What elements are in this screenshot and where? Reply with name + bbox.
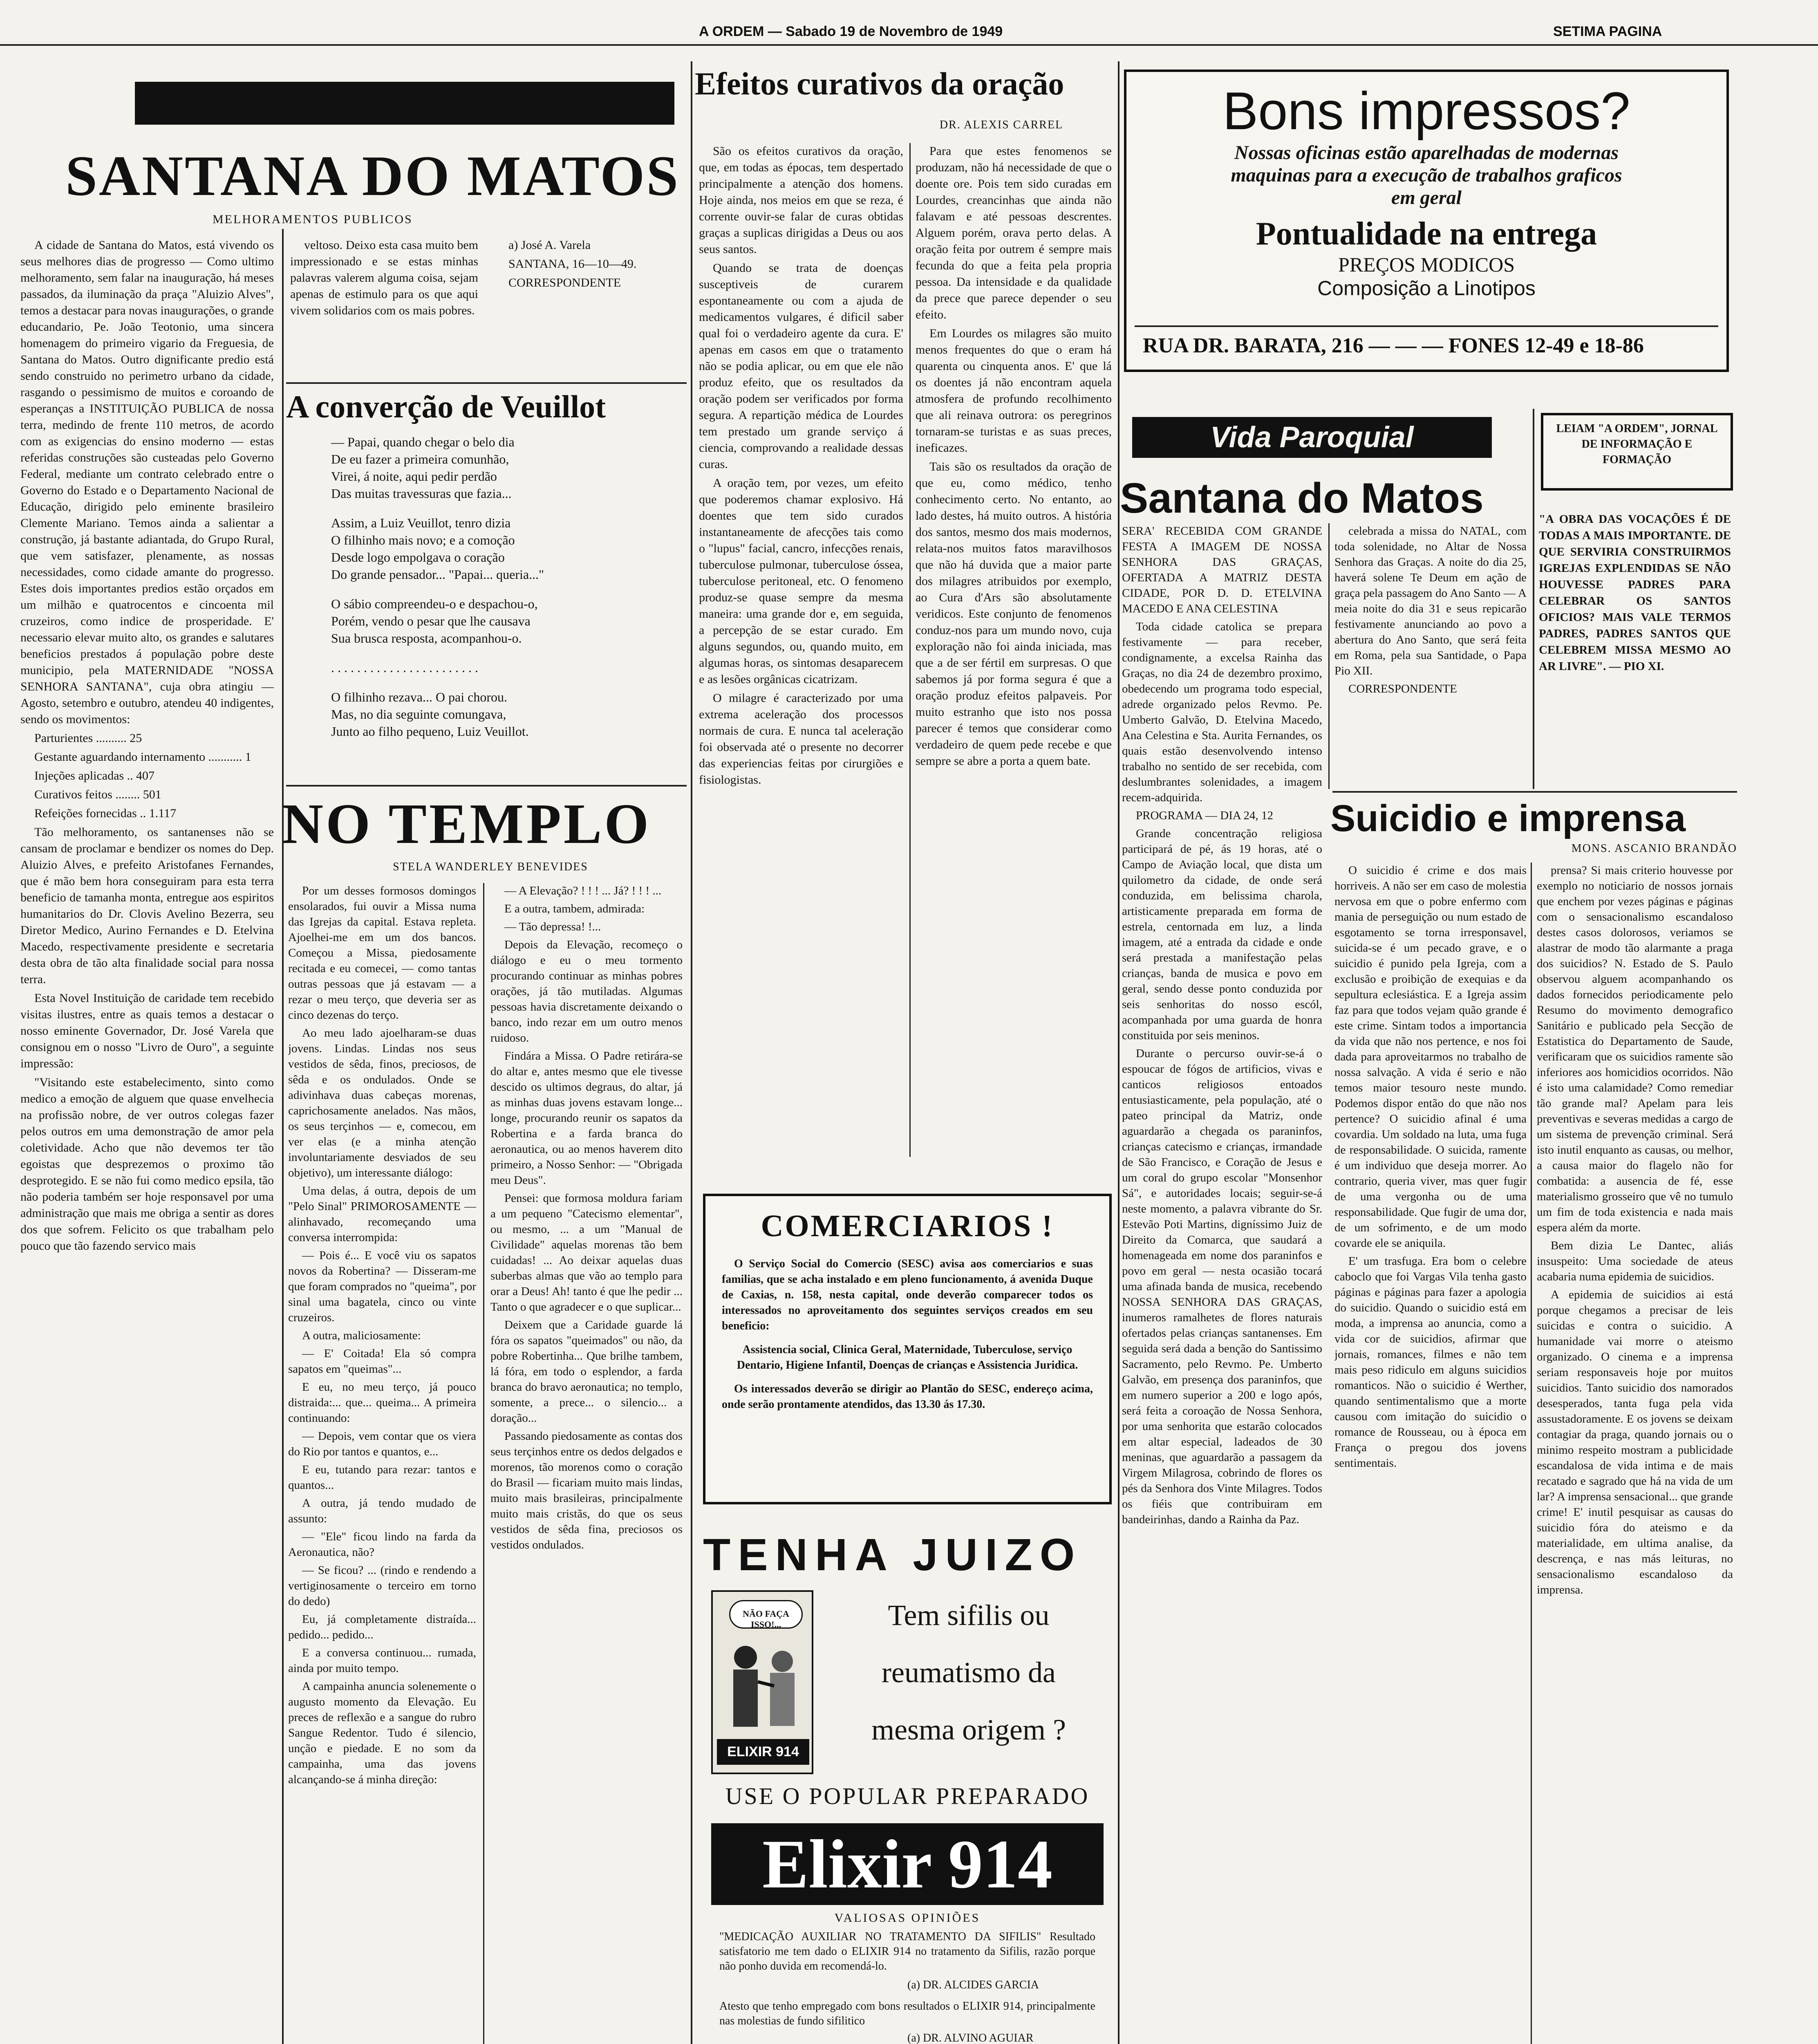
- suicidio-left: O suicidio é crime e dos mais horriveis. A não ser em caso de molestia nervosa em que o pobre enfermo com mania de perseguição ou num estado de esgotamento se torna irresponsavel, suicida-se é um pecado grave, e o suicidio é punido pela Igreja, com a exclusão e proibição de exequias e da sepultura eclesiástica. E a Igreja assim faz para que todos vejam quão grande é este crime. Sintam todos a importancia da vida que não nos pertence, e nos foi dada para aproveitarmos no trabalho de nossa salvação. A vida é serio e não temos maior tesouro neste mundo. Podemos dispor então do que não nos pertence? O suicidio afinal é uma covardia. Um soldado na luta, uma fuga de responsabilidade. O suicida, ramente é um individuo que deseja morrer. Ao contrario, queria viver, mas quer fugir de uma vergonha ou de uma responsabilidade. Que fugir de uma dor, de um sofrimento, e de um modo covarde ele se aniquila. E' um trasfuga. Era bom o celebre caboclo que foi Vargas Vila tenha gasto páginas e páginas para fazer a apologia do suicidio. Quando o suicidio está em moda, a imprensa ao anuncia, como a vida cor de suicidios, afirmar que jornais, romances, filmes e não tem mais peso ridiculo em alguns suicidios romanticos. Não o suicidio é Werther, quando sentimentalismo que a morte causou com imitação do suicidio o romance de Rousseau, ou à época em França o pregou dos jovens sentimentais.: [1334, 864, 1527, 1470]
- column-rule-4: [1533, 409, 1534, 789]
- bons-title: Bons impressos?: [1222, 81, 1630, 141]
- templo-left: Por um desses formosos domingos ensolarados, fui ouvir a Missa numa das Igrejas da capital. Estava repleta. Ajoelhei-me em um dos bancos. Começou a Missa, piedosamente recitada e eu comecei, — como tantas outras pessoas que já estavam — a rezar o meu terço, que deveria ser as cinco dezenas do terço. Ao meu lado ajoelharam-se duas jovens. Lindas. Lindas nos seus vestidos de sêda, finos, preciosos, de sêda e os ondulados. Onde se adivinhava duas cabeças morenas, caprichosamente anelados. Nas mãos, os seus terçinhos — e, comecou, em ver elas (e a minha atenção involuntariamente desviados de seu objetivo), um interessante diálogo: Uma delas, á outra, depois de um "Pelo Sinal" PRIMOROSAMENTE — alinhavado, recomeçando uma conversa interrompida: — Pois é... E você viu os sapatos novos da Robertina? — Disseram-me que foram comprados no "queima", por sinal uma bagatela, cinco ou vinte cruzeiros. A outra, maliciosamente: — E' Coitada! Ela só compra sapatos em "queimas"... E eu, no meu terço, já pouco distraida:... que... queima... A primeira continuando: — Depois, vem contar que os viera do Rio por tantos e quantos, e... E eu, tutando para rezar: tantos e quantos... A outra, já tendo mudado de assunto: — "Ele" ficou lindo na farda da Aeronautica, não? — Se ficou? ... (rindo e rendendo a vertiginosamente o terceiro em torno do dedo) Eu, já completamente distraída... pedido... pedido... E a conversa continuou... rumada, ainda por muito tempo. A campainha anuncia solenemente o augusto momento da Elevação. Eu preces de reflexão e a sangue do rubro Sangue Redentor. Tudo é silencio, unção e piedade. E no som da campainha, uma das jovens alcançando-se á minha direção:: [288, 884, 476, 1786]
- bons-address: RUA DR. BARATA, 216 — — — FONES 12-49 e 18-86: [1143, 334, 1644, 357]
- header-date: A ORDEM — Sabado 19 de Novembro de 1949: [699, 24, 1003, 39]
- tenha-l3: mesma origem ?: [871, 1713, 1066, 1746]
- column-rule-1: [282, 229, 284, 2044]
- vida-left: SERA' RECEBIDA COM GRANDE FESTA A IMAGEM DE NOSSA SENHORA DAS GRAÇAS, OFERTADA A MATRIZ DESTA CIDADE, POR D. D. ETELVINA MACEDO E ANA CELESTINA Toda cidade catolica se prepara festivamente — para receber, condignamente, a excelsa Rainha das Graças, no dia 24 de dezembro proximo, obedecendo um programa todo especial, adrede organizado pelos Revmo. Pe. Umberto Galvão, D. Etelvina Macedo, Ana Celestina e Sta. Aurita Fernandes, os quais estão desenvolvendo intenso trabalho no sentido de ser recebida, com deslumbrantes solenidades, a imagem recem-adquirida. PROGRAMA — DIA 24, 12 Grande concentração religiosa participará de pé, ás 19 horas, até o Campo de Aviação local, que dista um quilometro da cidade, de onde será conduzida, em belissima charola, artisticamente preparada em forma de estrela, centornada em luz, a linda imagem, até a entrada da cidade e onde será prestada a manifestação pelas crianças, banda de musica e povo em geral, sendo desse ponto conduzida por seis senhoritas do nosso escól, acompanhada por uma guarda de honra constituida por seis meninos. Durante o percurso ouvir-se-á o espoucar de fógos de artificios, vivas e canticos religiosos entoados entusiasticamente, pela população, até o pateo principal da Matriz, onde aguardarão a chegada os paraninfos, crianças catecismo e crianças, irmandade de São Francisco, e Coração de Jesus e um coral do grupo escolar "Monsenhor Sá", e autoridades locais; seguir-se-á neste momento, a palavra vibrante do Sr. Estevão Poti Martins, digníssimo Juiz de Direito da Comarca, que saudará a homenageada em nome dos paraninfos e povo em geral — nesta ocasião tocará uma afinada banda de musica, recebendo NOSSA SENHORA DAS GRAÇAS, inumeros ramalhetes de flores naturais ofertados pelas crianças santanenses. Em seguida será dada a benção do Santissimo Sacramento, pelo Revmo. Pe. Umberto Galvão, em presença dos paraninfos, que em numero superior a 200 e logo após, será feita a coroação de Nossa Senhora, por uma senhorita que estarão colocados em altar especial, ladeados de 30 meninas, que aguardarão a passagem da Virgem Milagrosa, cobrindo de flores os pés da Senhora dos Vinte Milagres. Todos os fiéis que contribuiram em bandeirinhas, dando a Rainha da Paz.: [1122, 524, 1322, 1526]
- efeitos-left: São os efeitos curativos da oração, que, em todas as épocas, tem despertado principalmente a atenção dos homens. Hoje ainda, nos meios em que se reza, é corrente ouvir-se falar de curas obtidas graças a suplicas dirigidas a Deus ou aos seus santos. Quando se trata de doenças susceptiveis de curarem espontaneamente ou com a ajuda de medicamentos vulgares, é dificil saber qual foi o verdadeiro agente da cura. E' apenas em casos em que o tratamento não se podia aplicar, ou em que ele não produz efeito, que os resultados da oração podem ser verificados por forma segura. A repartição médica de Lourdes tem prestado um grande serviço á ciencia, comprovando a realidade dessas curas. A oração tem, por vezes, um efeito que poderemos chamar explosivo. Há doentes que tem sido curados instantaneamente de afecções tais como o "lupus" facial, cancro, infecções renais, tuberculose pulmonar, tuberculose óssea, tuberculose peritoneal, etc. O fenomeno produz-se quase sempre da mesma maneira: uma grande dor e, em seguida, a percepção de se estar curado. Em alguns segundos, ou, quando muito, em algumas horas, os sintomas desaparecem e as lesões orgânicas cicatrizam. O milagre é caracterizado por uma extrema aceleração dos processos normais de cura. E nunca tal aceleração foi observada até o presente no decorrer das experiencias feitas por cirurgiões e fisiologistas.: [699, 144, 903, 787]
- redacted-banner: [135, 82, 674, 125]
- templo-right: — A Elevação? ! ! ! ... Já? ! ! ! ... E a outra, tambem, admirada: — Tão depressa! !... Depois da Elevação, recomeço o diálogo e eu o meu tormento procurando continuar as minhas pobres orações, já tão mutiladas. Algumas pessoas havia discretamente deixando o banco, indo rezar em um outro menos ruidoso. Findára a Missa. O Padre retirára-se do altar e, antes mesmo que ele tivesse descido os ultimos degraus, do altar, já as minhas duas jovens estavam longe... longe, procurando reunir os sapatos da Robertina e a farda branca do aeronautica, ou ao menos haverem dito primeiro, a Nosso Senhor: — "Obrigada meu Deus". Pensei: que formosa moldura fariam a um pequeno "Catecismo elementar", ou mesmo, ... a um "Manual de Civilidade" aquelas morenas tão bem cuidadas! ... Ao deixar aquelas duas suberbas almas que vão ao templo para orar a Deus! Ah! tanto é que lhe pedir ... Tanto o que agradecer e o que suplicar... Deixem que a Caridade guarde lá fóra os sapatos "queimados" ou não, da pobre Robertinha... Que brilhe tambem, lá fóra, em todo o esplendor, a farda branca do bravo aeronautica; no templo, somente, a prece... o silencio... a doração... Passando piedosamente as contas dos seus terçinhos entre os dedos delgados e morenos, tão morenos como o coração do Brasil — ficariam muito mais lindas, muito mais brasileiras, principalmente muito mais cristãs, do que os seus vestidos de sêda fina, preciosos os vestidos ondulados.: [490, 884, 683, 1551]
- tenha-sig2: (a) DR. ALVINO AGUIAR: [907, 2032, 1034, 2044]
- tenha-sig1: (a) DR. ALCIDES GARCIA: [907, 1979, 1039, 1991]
- header-page: SETIMA PAGINA: [1553, 24, 1662, 39]
- comerciarios-title: COMERCIARIOS !: [761, 1209, 1054, 1243]
- comerciarios-ad: [703, 1194, 1112, 1504]
- suicidio-right: prensa? Si mais criterio houvesse por exemplo no noticiario de nossos jornais que enchem por vezes páginas e páginas com o sensacionalismo escandaloso destes casos dolorosos, veriamos se alastrar de modo tão alarmante a praga dos suicidios? N. Estado de S. Paulo observou alguem acompanhando os dados fornecidos periodicamente pelo Resumo do movimento demografico Sanitário e publicado pela Secção de Estatistica do Departamento de Saude, verificaram que os suicidios ramente são inferiores aos homicidios ocorridos. Não é isto uma calamidade? Como remediar tão grande mal? Apelam para leis preventivas e severas medidas a cargo de um sistema de prevenção criminal. Será isto inutil enquanto as causas, ou melhor, a causa maior do flagelo não for combatida: a ausencia de fé, esse materialismo grosseiro que vê no tumulo um fim de toda existencia e nada mais espera além da morte. Bem dizia Le Dantec, aliás insuspeito: Uma sociedade de ateus acabaria numa epidemia de suicidios. A epidemia de suicidios ai está porque chegamos a precisar de leis suicidas e contra o suicidio. A humanidade vai morre o ateismo organizado. O cinema e a imprensa seriam responsaveis hoje por muitos suicidios. Tanto suicidio dos namorados desesperados, tanta fuga pela vida assustadoramente. E os jovens se deixam contagiar da praga, quando jornais ou o minimo respeito mostram a publicidade escandalosa de vida intima e de mais recatado e sagrado que há na vida de um lar? A imprensa sensacional... que grande crime! E' inutil pesquisar as causas do suicidio fóra do ateismo e da materialidade, em ultima analise, da descrença, e nas más leituras, no sensacionalismo escandaloso da imprensa.: [1537, 864, 1733, 1596]
- column-rule-templo: [483, 883, 484, 2044]
- comerciarios-text3: Os interessados deverão se dirigir ao Plantão do SESC, endereço acima, onde serão prontamente atendidos, das 13.30 ás 17.30.: [722, 1383, 1093, 1411]
- bons-line2: maquinas para a execução de trabalhos graficos: [1231, 164, 1622, 186]
- tenha-quote2: Atesto que tenho empregado com bons resultados o ELIXIR 914, principalmente nas molestias de fundo sifilitico: [719, 2000, 1095, 2027]
- veuillot-poem: [323, 433, 674, 769]
- comerciarios-text2: Assistencia social, Clinica Geral, Maternidade, Tuberculose, serviço Dentario, Higiene Infantil, Doenças de crianças e Assistencia Juridica.: [737, 1343, 1078, 1372]
- bons-line5: Composição a Linotipos: [1317, 277, 1536, 300]
- column-rule-suicidio: [1531, 863, 1532, 2044]
- elixir-logo: Elixir 914: [711, 1823, 1104, 1905]
- obra-vocacoes: "A OBRA DAS VOCAÇÕES É DE TODAS A MAIS IMPORTANTE. DE QUE SERVIRIA CONSTRUIRMOS IGREJAS EXPLENDIDAS SE NÃO HOUVESSE PADRES PARA CELEBRAR OS SANTOS OFICIOS? MAIS VALE TERMOS PADRES, PADRES SANTOS QUE CELEBREM MISSA MESMO AO AR LIVRE". — PIO XI.: [1539, 513, 1731, 673]
- column-rule-vida: [1328, 523, 1330, 789]
- templo-headline: NO TEMPLO: [282, 792, 652, 856]
- elixir-ad: [703, 1529, 1112, 2044]
- santana-continuation: veltoso. Deixo esta casa muito bem impressionado e se estas minhas palavras valerem alguma coisa, sejam apenas de estimulo para os que aqui vivem solidarios com os mais pobres. a) José A. Varela SANTANA, 16—10—49. CORRESPONDENTE: [290, 238, 637, 317]
- efeitos-byline: DR. ALEXIS CARREL: [939, 119, 1063, 131]
- efeitos-headline: Efeitos curativos da oração: [695, 66, 1064, 101]
- tenha-l1: Tem sifilis ou: [888, 1599, 1050, 1632]
- tenha-op: VALIOSAS OPINIÕES: [834, 1911, 981, 1925]
- bons-line1: Nossas oficinas estão aparelhadas de modernas: [1234, 142, 1619, 164]
- vida-headline: Santana do Matos: [1120, 475, 1484, 522]
- illustration-figures: [721, 1637, 807, 1731]
- rule-veuillot-top: [286, 382, 687, 384]
- rule-templo-top: [286, 785, 687, 787]
- santana-headline: SANTANA DO MATOS: [65, 144, 680, 208]
- column-rule-3: [1118, 61, 1119, 2044]
- tenha-l2: reumatismo da: [882, 1656, 1056, 1689]
- santana-subhead: MELHORAMENTOS PUBLICOS: [213, 213, 413, 226]
- suicidio-headline: Suicidio e imprensa: [1330, 798, 1686, 839]
- rule-suicidio-top: [1332, 791, 1737, 793]
- column-rule-efeitos: [909, 143, 911, 1157]
- bons-rule: [1135, 325, 1718, 327]
- bons-line3: em geral: [1391, 187, 1462, 208]
- veuillot-headline: A converção de Veuillot: [286, 389, 606, 424]
- elixir-illustration: [711, 1590, 813, 1774]
- tenha-quote: "MEDICAÇÃO AUXILIAR NO TRATAMENTO DA SIFILIS" Resultado satisfatorio me tem dado o ELIXIR 914 no tratamento da Sifilis, razão porque não ponho duvida em recomendá-lo.: [719, 1930, 1095, 1972]
- suicidio-byline: MONS. ASCANIO BRANDÃO: [1571, 842, 1737, 855]
- stanza-4: O filhinho rezava... O pai chorou. Mas, no dia seguinte comungava, Junto ao filho pequeno, Luiz Veuillot.: [331, 690, 529, 739]
- column-rule-2: [691, 61, 692, 2044]
- stanza-3: O sábio compreendeu-o e despachou-o, Porém, vendo o pesar que lhe causava Sua brusca resposta, acompanhou-o.: [331, 596, 538, 645]
- header-rule: [0, 44, 1818, 46]
- elixir-bottle-label: ELIXIR 914: [717, 1739, 809, 1765]
- templo-byline: STELA WANDERLEY BENEVIDES: [393, 861, 588, 873]
- bons-line4: PREÇOS MODICOS: [1338, 253, 1515, 276]
- stanza-1: — Papai, quando chegar o belo dia De eu fazer a primeira comunhão, Virei, á noite, aqui pedir perdão Das muitas travessuras que fazia...: [331, 435, 515, 501]
- leiam-box: LEIAM "A ORDEM", JORNAL DE INFORMAÇÃO E FORMAÇÃO: [1541, 413, 1733, 491]
- tenha-title: TENHA JUIZO: [703, 1530, 1082, 1580]
- stanza-dots: . . . . . . . . . . . . . . . . . . . . . . .: [331, 660, 478, 675]
- stanza-2: Assim, a Luiz Veuillot, tenro dizia O filhinho mais novo; e a comoção Desde logo empolgava o coração Do grande pensador... "Papai... queria...": [331, 515, 544, 582]
- bons-title2: Pontualidade na entrega: [1256, 216, 1597, 252]
- bons-impressos-ad: [1124, 69, 1729, 372]
- vida-right: celebrada a missa do NATAL, com toda solenidade, no Altar de Nossa Senhora das Graças. A noite do dia 25, haverá solene Te Deum em ação de graça pela passagem do Ano Santo — A meia noite do dia 31 e seus repicarão festivamente anunciando ao povo a abertura do Ano Santo, que será feita em Roma, pela sua Santidade, o Papa Pio XII. CORRESPONDENTE: [1334, 524, 1527, 695]
- efeitos-right: Para que estes fenomenos se produzam, não há necessidade de que o doente ore. Pois tem sido curadas em Lourdes, creancinhas que ainda não falavam e até pessoas descrentes. Alguem porém, orava perto delas. A oração feita por outrem é sempre mais fecunda do que a feita pela propria pessoa. Da intensidade e da qualidade da prece que parece depender o seu efeito. Em Lourdes os milagres são muito menos frequentes do que o eram há quarenta ou cinquenta anos. E' que lá os doentes já não encontram aquela atmosfera de profundo recolhimento que ali reinava outrora: os peregrinos tornaram-se turistas e as suas preces, ineficazes. Tais são os resultados da oração de que eu, como médico, tenho conhecimento certo. No entanto, ao lado destes, há muito outros. A história dos santos, mesmo dos mais modernos, relata-nos muitos fatos maravilhosos que não há duvida que a maior parte dos milagres atribuidos por exemplo, ao Cura d'Ars são absolutamente veridicos. Este conjunto de fenomenos conduz-nos para um mundo novo, cuja exploração não foi ainda iniciada, mas que a de ser fértil em surpresas. O que sabemos já por forma segura é que a oração produz efeitos palpaveis. Por muito estranho que isto nos possa parecer é temos que considerar como verdadeiro de quem pede recebe e que sempre se abre a porta a quem bate.: [916, 144, 1112, 768]
- tenha-use: USE O POPULAR PREPARADO: [725, 1783, 1090, 1809]
- santana-body: A cidade de Santana do Matos, está vivendo os seus melhores dias de progresso — Como ultimo melhoramento, sem falar na inauguração, há meses passados, da iluminação da praça "Aluizio Alves", temos a destacar para novas inaugurações, o grande educandario, Pe. João Teotonio, uma sincera homenagem do primeiro vigario da Freguesia, de Santana do Matos. Outro dignificante predio está sendo construido no perimetro urbano da cidade, rasgando o pessimismo de muitos e coroando de esperanças a INSTITUIÇÃO PUBLICA de nossa terra, medindo de frente 110 metros, de acordo com as exigencias do ensino moderno — estas referidas construções são custeadas pelo Governo Federal, mediante um contrato celebrado entre o Governo do Estado e o Departamento Nacional de Educação, dirigido pelo eminente brasileiro Clemente Mariano. Temos ainda a salientar a construção, já bastante adiantada, do Grupo Rural, que vem satisfazer, plenamente, as nossas necessidades, como cidade amante do progresso. Estes dois importantes predios estão orçados em um milhão e quatrocentos e cincoenta mil cruzeiros, como indice de prosperidade. E' necessario elevar muito alto, os grandes e salutares beneficios prestados á população pobre deste municipio, pela MATERNIDADE "NOSSA SENHORA SANTANA", cuja obra atingiu — Agosto, setembro e outubro, atendeu 40 indigentes, sendo os movimentos: Parturientes .......... 25 Gestante aguardando internamento ........... 1 Injeções aplicadas .. 407 Curativos feitos ........ 501 Refeições fornecidas .. 1.117 Tão melhoramento, os santanenses não se cansam de proclamar e bendizer os nomes do Dep. Aluizio Alves, e prefeito Aristofanes Fernandes, que é mão bem hora conseguiram para esta terra beneficio de tamanha monta, entregue aos espiritos humanitarios do Dr. Clovis Avelino Bezerra, seu Diretor Medico, Aurino Fernandes e D. Etelvina Macedo, respectivamente presidente e secretaria desta obra de tão alta finalidade social para nossa terra. Esta Novel Instituição de caridade tem recebido visitas ilustres, entre as quais temos a destacar o nosso eminente Governador, Dr. José Varela que consignou em o nosso "Livro de Ouro", a seguinte impressão: "Visitando este estabelecimento, sinto como medico a emoção de alguem que quase envelhecia na profissão nobre, de ver outros colegas fazer pelos outros em uma demonstração de amor pela coletividade. Acho que não devemos ter tão egoistas que desprezemos o proximo tão desprotegido. E se não fui como medico epsila, tão não poderia também ser hoje responsavel por uma administração que mais me obriga a sentir as dores dos que sofrem. Felicito os que trabalham pelo pouco que tão fazendo servico mais: [20, 238, 274, 1253]
- comerciarios-text1: O Serviço Social do Comercio (SESC) avisa aos comerciarios e suas familias, que se acha instalado e em pleno funcionamento, á avenida Duque de Caxias, n. 158, nesta capital, onde deverão comparecer todos os interessados no aproveitamento dos seguintes serviços creados em seu beneficio:: [722, 1257, 1093, 1332]
- vida-banner: Vida Paroquial: [1132, 417, 1492, 458]
- nao-faca-isso-bubble: NÃO FAÇA ISSO!...: [729, 1600, 803, 1629]
